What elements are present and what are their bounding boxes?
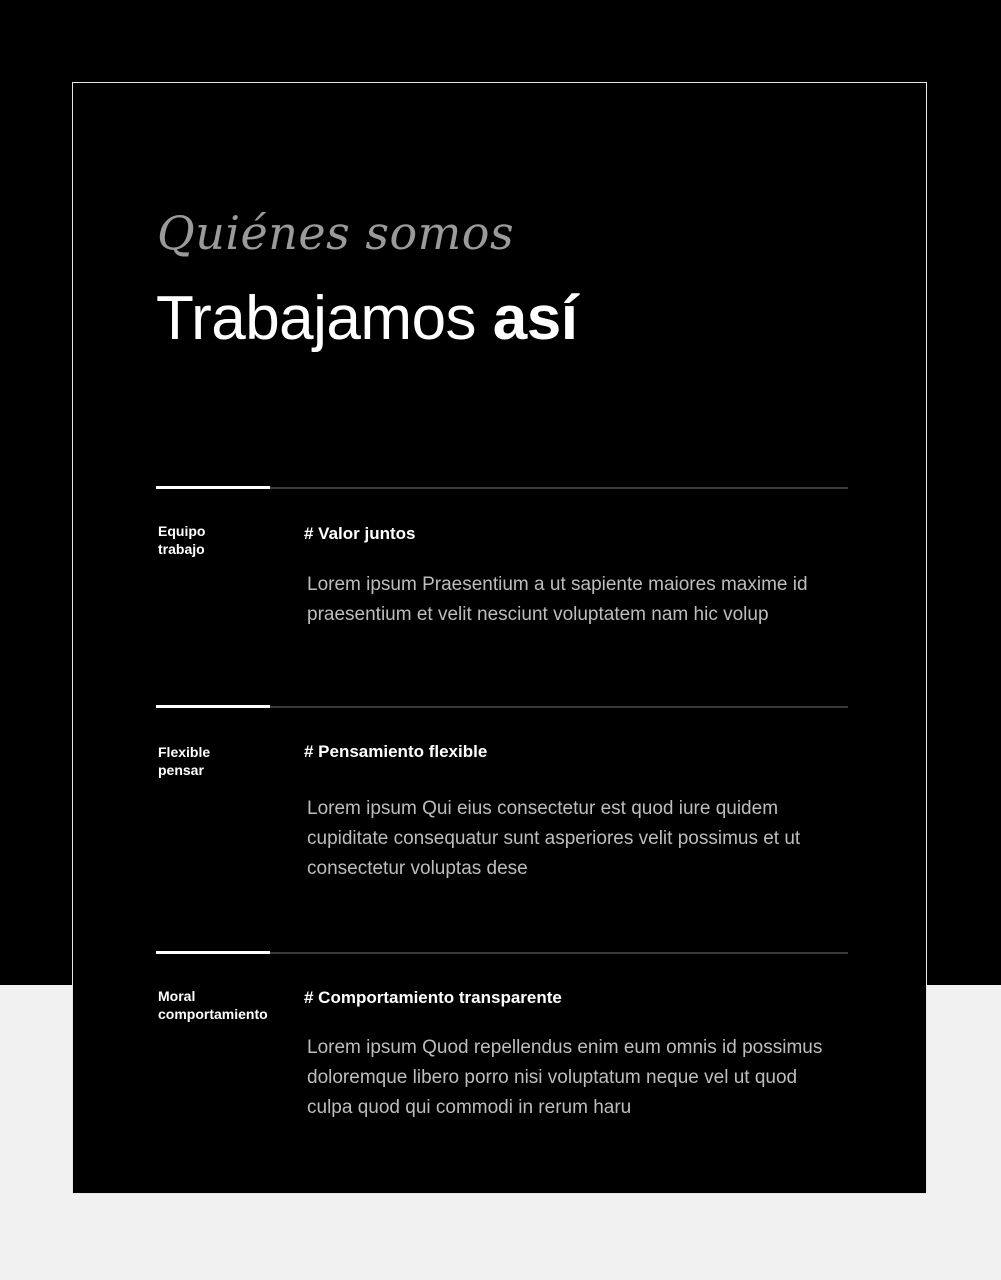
section-divider-accent (156, 951, 270, 954)
section-tag (158, 987, 288, 1023)
page-title (156, 283, 577, 355)
section-tag-line2: comportamiento (158, 1006, 268, 1022)
section-tag-line2: trabajo (158, 541, 205, 557)
about-card (72, 82, 927, 1194)
section-tag (158, 522, 288, 558)
section-tag-line1: Equipo (158, 523, 206, 539)
section-tag-line1: Flexible (158, 744, 211, 760)
section-title: # Pensamiento flexible (304, 742, 488, 761)
section-body: Lorem ipsum Praesentium a ut sapiente maiores maxime id praesentium et velit nesciunt voluptatem nam hic volup (307, 574, 808, 625)
section-title: # Valor juntos (304, 524, 416, 543)
section-tag (158, 743, 288, 779)
section-tag-line2: pensar (158, 762, 204, 778)
section-body: Lorem ipsum Quod repellendus enim eum omnis id possimus doloremque libero porro nisi voluptatum neque vel ut quod culpa quod qui commodi in rerum haru (307, 1037, 823, 1118)
section-eyebrow: Quiénes somos (157, 206, 515, 260)
section-body: Lorem ipsum Qui eius consectetur est quod iure quidem cupiditate consequatur sunt asperiores velit possimus et ut consectetur voluptas dese (307, 798, 801, 879)
section-title: # Comportamiento transparente (304, 988, 562, 1007)
page-title-bold: así (492, 284, 578, 353)
page-title-regular: Trabajamos (156, 284, 477, 353)
section-divider-accent (156, 486, 270, 489)
section-divider-accent (156, 705, 270, 708)
section-tag-line1: Moral (158, 988, 196, 1004)
